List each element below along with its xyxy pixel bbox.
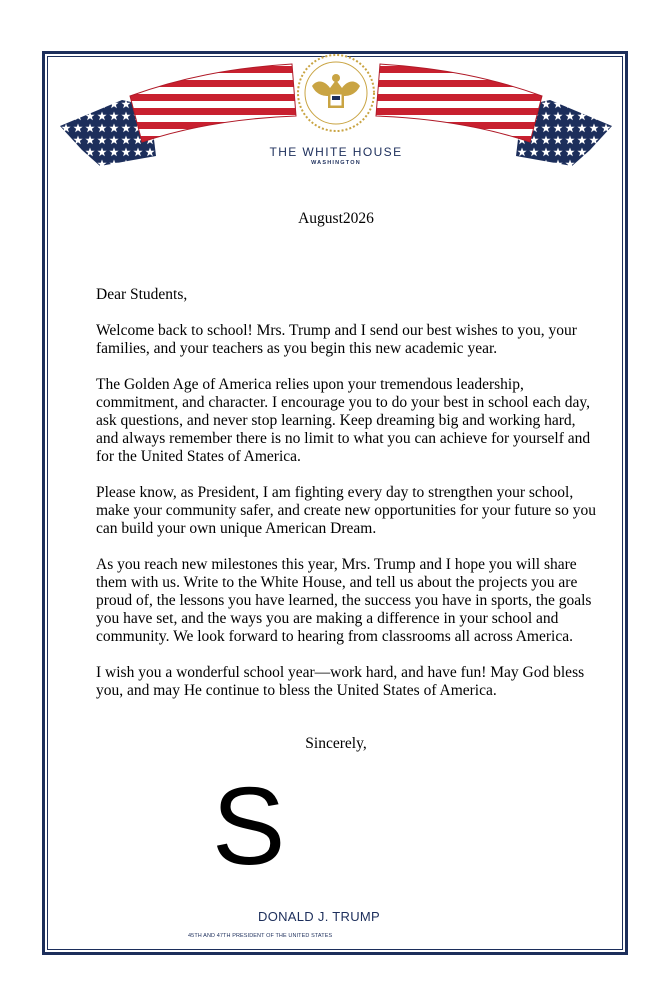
letterhead-subtitle: WASHINGTON xyxy=(311,160,361,166)
letter-paragraph: I wish you a wonderful school year—work hard, and have fun! May God bless you, and may He continue to bless the United States of America. xyxy=(96,664,585,699)
signer-name: DONALD J. TRUMP xyxy=(258,909,380,924)
letter-closing: Sincerely, xyxy=(305,735,367,752)
letter-greeting: Dear Students, xyxy=(96,286,188,303)
presidential-seal-icon xyxy=(298,55,374,131)
signature: S xyxy=(212,765,286,888)
letterhead-title: THE WHITE HOUSE xyxy=(269,145,403,159)
letter-paragraph: Welcome back to school! Mrs. Trump and I send our best wishes to you, your families, and your teachers as you begin this new academic year. xyxy=(96,322,577,357)
letter-paragraph: The Golden Age of America relies upon your tremendous leadership, commitment, and character. I encourage you to do your best in school each day, ask questions, and never stop learning. Keep dreaming big and working hard, and always remember there is no limit to what you can achieve for yourself and for the United States of America. xyxy=(96,376,591,465)
letter-paragraph: As you reach new milestones this year, Mrs. Trump and I hope you will share them with us. Write to the White House, and tell us about the projects you are proud of, the lessons you have learned, the success you have in sports, the goals you have set, and the ways you are making a difference in your school and community. We look forward to hearing from classrooms all across America. xyxy=(96,556,592,645)
letter-paragraph: Please know, as President, I am fighting every day to strengthen your school, make your community safer, and create new opportunities for your future so you can build your own unique American Dream. xyxy=(96,484,596,537)
signer-title: 45TH AND 47TH PRESIDENT OF THE UNITED STATES xyxy=(188,933,333,939)
letter-date: August2026 xyxy=(298,210,374,227)
letter-body xyxy=(96,286,596,718)
